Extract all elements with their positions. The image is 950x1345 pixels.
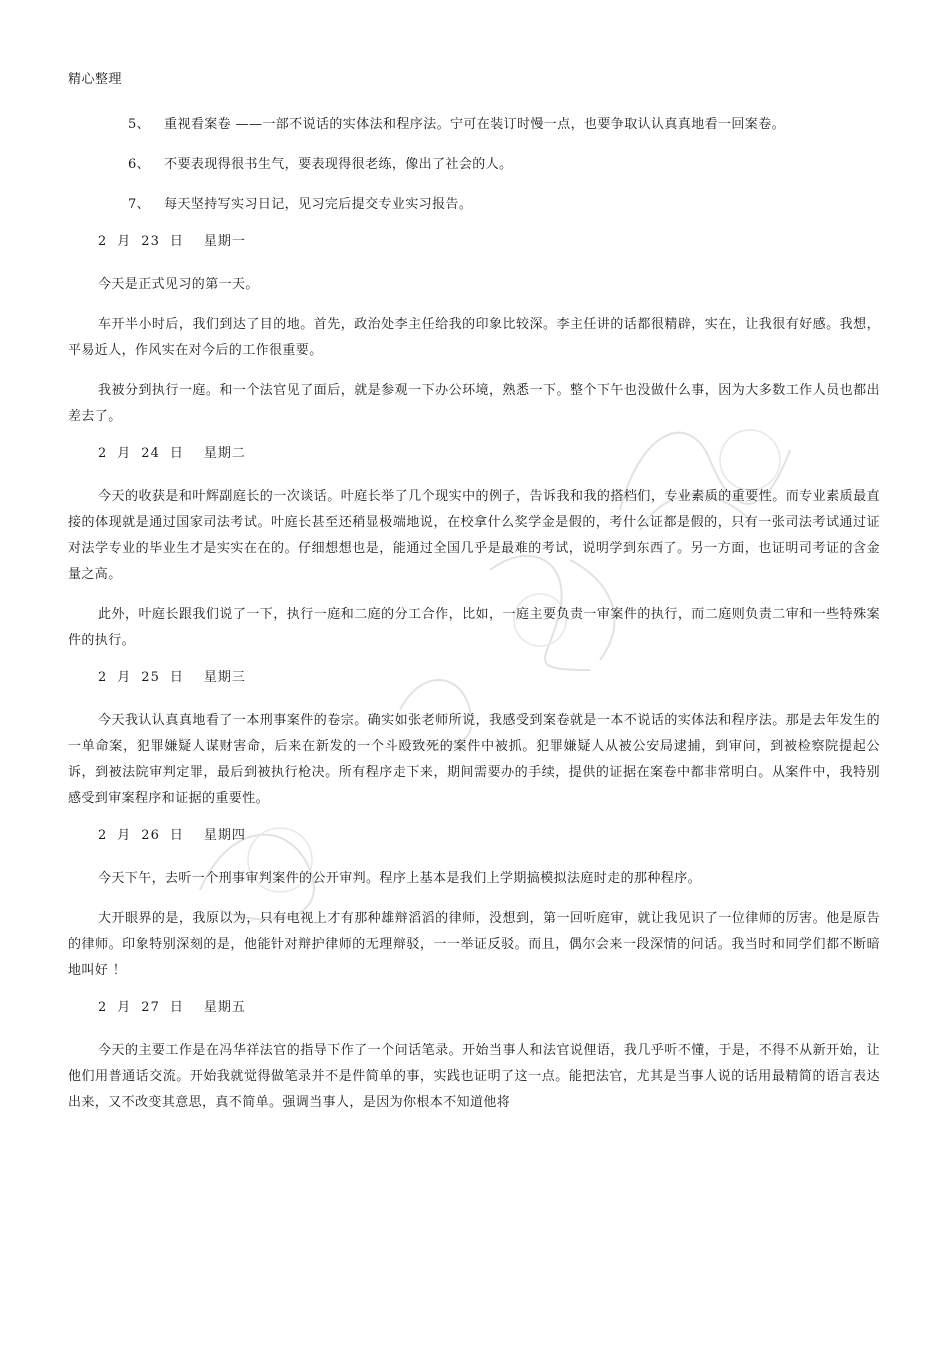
entry-date: 2 月 26 日 星期四 <box>98 828 246 843</box>
entry-paragraph: 今天是正式见习的第一天。 <box>98 277 259 292</box>
document-header: 精心整理 <box>68 72 123 87</box>
entry-paragraph: 大开眼界的是，我原以为，只有电视上才有那种雄辩滔滔的律师，没想到，第一回听庭审，就让我见识了一位律师的厉害。他是原告的律师。印象特别深刻的是，他能针对辩护律师的无理辩驳，一一举证反驳。而且，偶尔会来一段深情的问话。我当时和同学们都不断暗地叫好 ！ <box>68 911 880 978</box>
list-item-text: 重视看案卷 ——一部不说话的实体法和程序法。宁可在装订时慢一点，也要争取认认真真地看一回案卷。 <box>164 117 786 132</box>
list-item-text: 每天坚持写实习日记，见习完后提交专业实习报告。 <box>164 197 473 212</box>
list-item <box>68 112 880 138</box>
entry-date: 2 月 24 日 星期二 <box>98 446 246 461</box>
entry-paragraph: 今天的主要工作是在冯华祥法官的指导下作了一个问话笔录。开始当事人和法官说俚语，我几乎听不懂，于是，不得不从新开始，让他们用普通话交流。开始我就觉得做笔录并不是件简单的事，实践也证明了这一点。能把法官，尤其是当事人说的话用最精简的语言表达出来，又不改变其意思，真不简单。强调当事人，是因为你根本不知道他将 <box>68 1043 880 1110</box>
entry-paragraph: 今天下午，去听一个刑事审判案件的公开审判。程序上基本是我们上学期搞模拟法庭时走的那种程序。 <box>98 871 702 886</box>
list-item-number: 6、 <box>128 157 151 172</box>
list-item-text: 不要表现得很书生气，要表现得很老练，像出了社会的人。 <box>164 157 513 172</box>
list-item-number: 7、 <box>128 197 151 212</box>
entry-paragraph: 车开半小时后，我们到达了目的地。首先，政治处李主任给我的印象比较深。李主任讲的话都很精辟，实在，让我很有好感。我想，平易近人，作风实在对今后的工作很重要。 <box>68 317 880 358</box>
entry-date: 2 月 27 日 星期五 <box>98 1000 246 1015</box>
entry-paragraph: 我被分到执行一庭。和一个法官见了面后，就是参观一下办公环境，熟悉一下。整个下午也没做什么事，因为大多数工作人员也都出差去了。 <box>68 383 880 424</box>
list-item <box>68 192 880 218</box>
list-item <box>68 152 880 178</box>
entry-date: 2 月 23 日 星期一 <box>98 234 246 249</box>
entry-paragraph: 此外，叶庭长跟我们说了一下，执行一庭和二庭的分工合作，比如，一庭主要负责一审案件的执行，而二庭则负责二审和一些特殊案件的执行。 <box>68 607 880 648</box>
entry-date: 2 月 25 日 星期三 <box>98 670 246 685</box>
list-item-number: 5、 <box>128 117 151 132</box>
entry-paragraph: 今天的收获是和叶辉副庭长的一次谈话。叶庭长举了几个现实中的例子，告诉我和我的搭档们，专业素质的重要性。而专业素质最直接的体现就是通过国家司法考试。叶庭长甚至还稍显极端地说，在校拿什么奖学金是假的，考什么证都是假的，只有一张司法考试通过证对法学专业的毕业生才是实实在在的。仔细想想也是，能通过全国几乎是最难的考试，说明学到东西了。另一方面，也证明司考证的含金量之高。 <box>68 489 880 582</box>
document-body <box>68 112 880 1130</box>
entry-paragraph: 今天我认认真真地看了一本刑事案件的卷宗。确实如张老师所说，我感受到案卷就是一本不说话的实体法和程序法。那是去年发生的一单命案，犯罪嫌疑人谋财害命，后来在新发的一个斗殴致死的案件中被抓。犯罪嫌疑人从被公安局逮捕，到审问，到被检察院提起公诉，到被法院审判定罪，最后到被执行枪决。所有程序走下来，期间需要办的手续，提供的证据在案卷中都非常明白。从案件中，我特别感受到审案程序和证据的重要性。 <box>68 713 880 806</box>
